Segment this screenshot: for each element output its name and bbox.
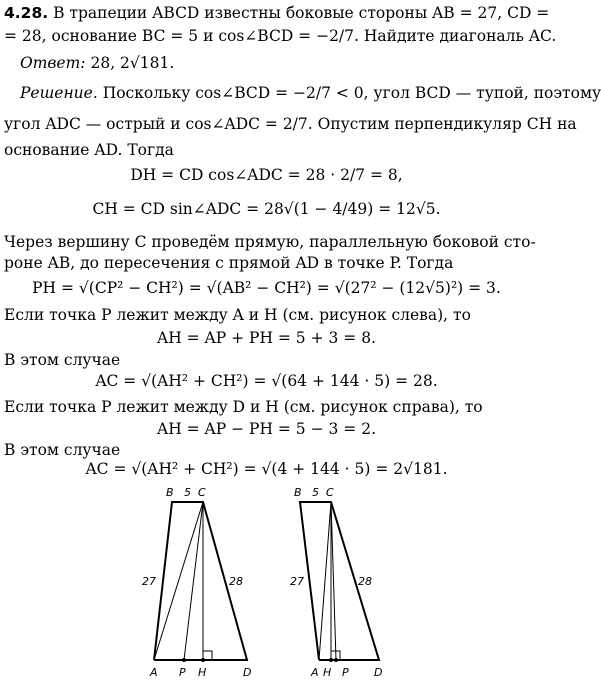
left-label-p: P bbox=[179, 666, 186, 679]
left-point-p bbox=[183, 659, 186, 662]
right-label-h: H bbox=[323, 666, 332, 679]
left-label-cd: 28 bbox=[229, 575, 243, 588]
equation-dh: DH = CD cos∠ADC = 28 · 2/7 = 8, bbox=[130, 166, 403, 184]
solution-text-7: В этом случае bbox=[4, 351, 121, 369]
solution-text-4: Через вершину C проведём прямую, параллельную боковой сто- bbox=[4, 233, 536, 251]
left-figure-labels bbox=[142, 486, 251, 679]
problem-number: 4.28. bbox=[4, 4, 49, 22]
solution-label: Решение. bbox=[20, 84, 98, 102]
right-point-p bbox=[335, 659, 338, 662]
left-line-cp bbox=[184, 502, 203, 660]
equation-ah-sum: AH = AP + PH = 5 + 3 = 8. bbox=[157, 329, 376, 347]
solution-text-5: роне AB, до пересечения с прямой AD в точке P. Тогда bbox=[4, 254, 454, 272]
answer-line bbox=[20, 53, 174, 73]
left-label-ab: 27 bbox=[142, 575, 156, 588]
left-label-d: D bbox=[243, 666, 252, 679]
left-point-h bbox=[202, 659, 205, 662]
left-label-h: H bbox=[198, 666, 207, 679]
problem-line-1 bbox=[4, 3, 549, 23]
right-label-b: B bbox=[294, 486, 302, 499]
solution-text-3: основание AD. Тогда bbox=[4, 141, 174, 159]
solution-text-6: Если точка P лежит между A и H (см. рисунок слева), то bbox=[4, 306, 471, 324]
right-label-five: 5 bbox=[312, 486, 319, 499]
right-label-a: A bbox=[311, 666, 319, 679]
right-line-cp bbox=[331, 502, 336, 660]
left-diagonal-ac bbox=[154, 502, 203, 660]
right-diagonal-ac bbox=[319, 502, 331, 660]
solution-text-1: Поскольку cos∠BCD = −2/7 < 0, угол BCD — тупой, поэтому bbox=[102, 84, 601, 102]
right-label-cd: 28 bbox=[358, 575, 372, 588]
equation-ph: PH = √(CP² − CH²) = √(AB² − CH²) = √(27² − (12√5)²) = 3. bbox=[32, 279, 501, 297]
right-point-h bbox=[330, 659, 333, 662]
left-label-a: A bbox=[150, 666, 158, 679]
trapezoid-figures bbox=[0, 480, 533, 680]
left-label-five: 5 bbox=[184, 486, 191, 499]
problem-text-2: = 28, основание BC = 5 и cos∠BCD = −2/7. Найдите диагональ AC. bbox=[4, 27, 557, 45]
left-label-c: C bbox=[198, 486, 206, 499]
solution-text-2: угол ADC — острый и cos∠ADC = 2/7. Опустим перпендикуляр CH на bbox=[4, 115, 577, 133]
right-label-c: C bbox=[326, 486, 334, 499]
right-label-ab: 27 bbox=[290, 575, 304, 588]
solution-line-1 bbox=[20, 83, 601, 103]
solution-text-8: Если точка P лежит между D и H (см. рисунок справа), то bbox=[4, 398, 483, 416]
problem-text-1: В трапеции ABCD известны боковые стороны AB = 27, CD = bbox=[53, 4, 550, 22]
answer-value: 28, 2√181. bbox=[90, 54, 175, 72]
right-label-d: D bbox=[374, 666, 383, 679]
equation-ac-first: AC = √(AH² + CH²) = √(64 + 144 · 5) = 28. bbox=[95, 372, 438, 390]
right-figure-labels bbox=[290, 486, 382, 679]
right-label-p: P bbox=[342, 666, 349, 679]
left-label-b: B bbox=[166, 486, 174, 499]
solution-text-9: В этом случае bbox=[4, 441, 121, 459]
equation-ac-second: AC = √(AH² + CH²) = √(4 + 144 · 5) = 2√181. bbox=[85, 460, 448, 478]
equation-ch: CH = CD sin∠ADC = 28√(1 − 4/49) = 12√5. bbox=[92, 200, 441, 218]
answer-label: Ответ: bbox=[20, 54, 86, 72]
equation-ah-diff: AH = AP − PH = 5 − 3 = 2. bbox=[157, 420, 376, 438]
